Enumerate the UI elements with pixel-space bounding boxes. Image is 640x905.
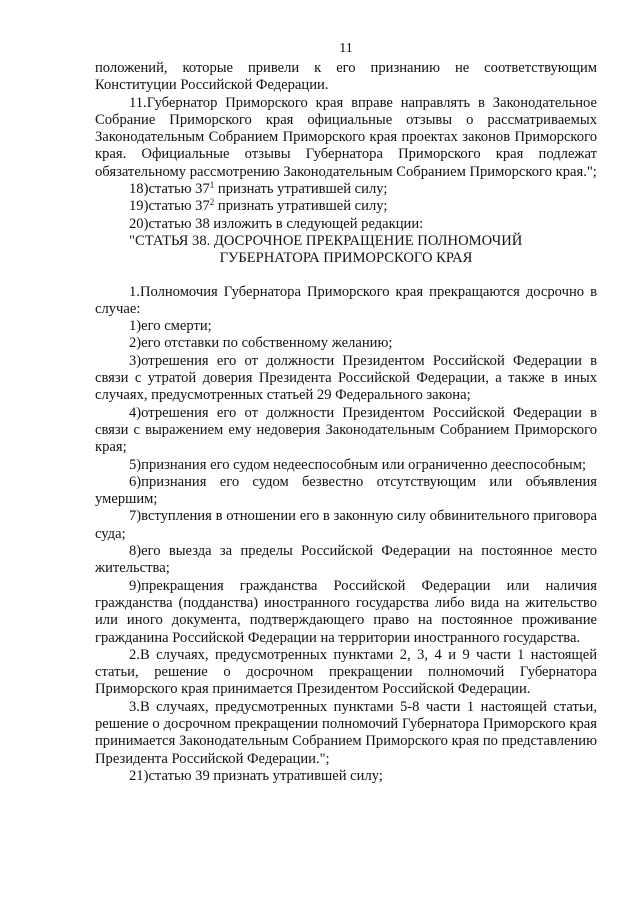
article-point-7: 7)вступления в отношении его в законную силу обвинительного приговора суда;: [95, 508, 597, 542]
article-point-5: 5)признания его судом недееспособным или ограниченно дееспособным;: [129, 456, 587, 473]
paragraph-continuation: положений, которые привели к его признанию не соответствующим Конституции Российской Федерации.: [95, 60, 597, 94]
paragraph-item-19: [95, 198, 597, 215]
article-point-1: 1)его смерти;: [129, 318, 212, 335]
item-18-text: 18)статью 37: [129, 181, 210, 198]
article-part-3: 3.В случаях, предусмотренных пунктами 5-8 части 1 настоящей статьи, решение о досрочном прекращении полномочий Губернатора Приморского края принимается Законодательным Собранием Приморского края по представлению Президента Российской Федерации.";: [95, 698, 597, 767]
item-18-superscript: 1: [209, 180, 215, 191]
page-number: 11: [339, 41, 353, 56]
item-19-text: 19)статью 37: [129, 198, 210, 215]
article-title-line-2: ГУБЕРНАТОРА ПРИМОРСКОГО КРАЯ: [219, 250, 473, 267]
article-point-3: 3)отрешения его от должности Президентом Российской Федерации в связи с утратой доверия Президента Российской Федерации, а также в иных случаях, предусмотренных статьей 29 Федерального закона;: [95, 352, 597, 404]
article-point-2: 2)его отставки по собственному желанию;: [129, 335, 393, 352]
article-point-4: 4)отрешения его от должности Президентом Российской Федерации в связи с выражением ему недоверия Законодательным Собранием Приморского края;: [95, 404, 597, 456]
item-18-tail: признать утратившей силу;: [214, 181, 388, 198]
paragraph-item-11: 11.Губернатор Приморского края вправе направлять в Законодательное Собрание Приморского края официальные отзывы о рассматриваемых Законодательным Собранием Приморского края проектах законов Приморского края. Официальные отзывы Губернатора Приморского края подлежат обязательному рассмотрению Законодательным Собранием Приморского края.";: [95, 94, 597, 180]
paragraph-item-18: [95, 181, 597, 198]
article-point-9: 9)прекращения гражданства Российской Федерации или наличия гражданства (подданства) иностранного государства либо вида на жительство или иного документа, подтверждающего право на постоянное проживание гражданина Российской Федерации на территории иностранного государства.: [95, 577, 597, 646]
article-title-line-1: "СТАТЬЯ 38. ДОСРОЧНОЕ ПРЕКРАЩЕНИЕ ПОЛНОМОЧИЙ: [129, 232, 523, 249]
article-part-1-intro: 1.Полномочия Губернатора Приморского края прекращаются досрочно в случае:: [95, 283, 597, 317]
article-part-2: 2.В случаях, предусмотренных пунктами 2, 3, 4 и 9 части 1 настоящей статьи, решение о досрочном прекращении полномочий Губернатора Приморского края принимается Президентом Российской Федерации.: [95, 646, 597, 698]
paragraph-item-20: 20)статью 38 изложить в следующей редакции:: [129, 215, 424, 232]
article-point-8: 8)его выезда за пределы Российской Федерации на постоянное место жительства;: [95, 543, 597, 577]
article-point-6: 6)признания его судом безвестно отсутствующим или объявления умершим;: [95, 473, 597, 508]
paragraph-item-21: 21)статью 39 признать утратившей силу;: [129, 767, 383, 784]
item-19-tail: признать утратившей силу;: [214, 198, 388, 215]
item-19-superscript: 2: [209, 197, 215, 208]
